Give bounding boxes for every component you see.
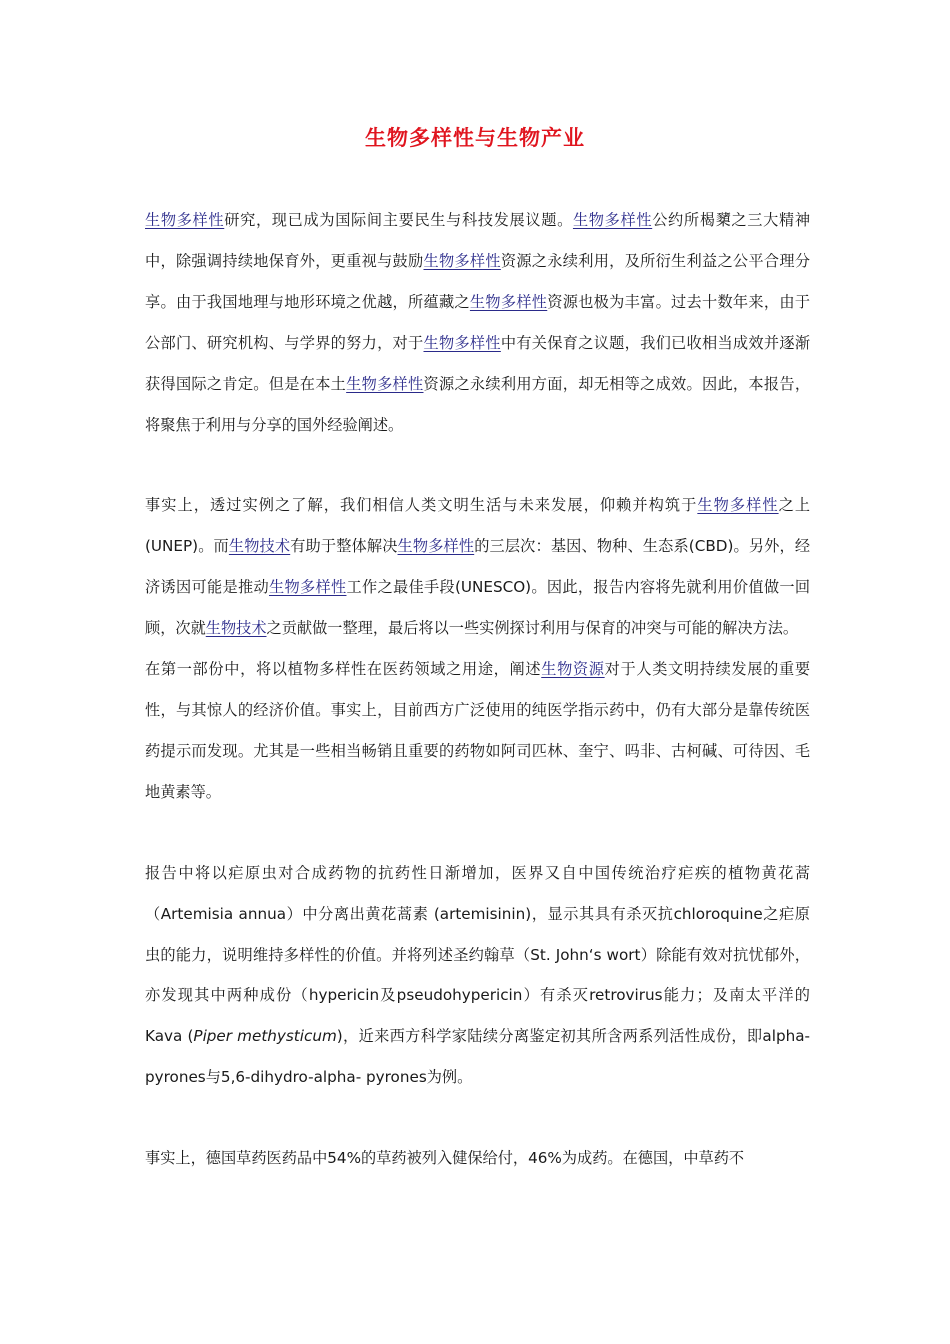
p2-text-2: 之上(UNEP)。而 xyxy=(145,496,811,556)
link-biodiversity[interactable]: 生物多样性 xyxy=(397,537,475,556)
link-biotech[interactable]: 生物技术 xyxy=(228,537,291,556)
p3-text-2: 对于人类文明持续发展的重要性，与其惊人的经济价值。事实上，目前西方广泛使用的纯医学指示药中，仍有大部分是靠传统医药提示而发现。尤其是一些相当畅销且重要的药物如阿司匹林、奎宁、吗非、古柯碱、可待因、毛地黄素等。 xyxy=(145,660,811,801)
link-biodiversity[interactable]: 生物多样性 xyxy=(423,333,501,352)
p1-text-5: 中有关保育之议题，我们已收相当成效并逐渐获得国际之肯定。但是在本土 xyxy=(145,333,811,393)
paragraph-3 xyxy=(145,649,810,813)
document-title: 生物多样性与生物产业 xyxy=(365,126,585,150)
p2-text-3: 有助于整体解决 xyxy=(290,537,398,556)
paragraph-spacer xyxy=(145,813,810,853)
p5-text-1: 事实上，德国草药医药品中54%的草药被列入健保给付，46%为成药。在德国，中草药不 xyxy=(145,1149,745,1168)
paragraph-5 xyxy=(145,1138,810,1179)
p1-text-1: 研究，现已成为国际间主要民生与科技发展议题。 xyxy=(224,211,573,229)
link-bioresource[interactable]: 生物资源 xyxy=(541,660,605,679)
link-biodiversity[interactable]: 生物多样性 xyxy=(697,496,779,515)
p2-text-1: 事实上，透过实例之了解，我们相信人类文明生活与未来发展，仰赖并构筑于 xyxy=(145,496,698,515)
p1-text-3: 资源之永续利用，及所衍生利益之公平合理分享。由于我国地理与地形环境之优越，所蕴藏之 xyxy=(145,251,811,311)
p4-latin-name-1: Artemisia annua xyxy=(160,904,287,923)
p4-text-1: 报告中将以疟原虫对合成药物的抗药性日渐增加，医界又自中国传统治疗疟疾的植物黄花蒿（ xyxy=(145,863,810,923)
link-biodiversity[interactable]: 生物多样性 xyxy=(572,211,653,229)
p2-text-5: 工作之最佳手段(UNESCO)。因此，报告内容将先就利用价值做一回顾，次就 xyxy=(145,578,811,638)
link-biodiversity[interactable]: 生物多样性 xyxy=(346,374,424,393)
p1-text-4: 资源也极为丰富。过去十数年来，由于公部门、研究机构、与学界的努力，对于 xyxy=(145,292,811,352)
p2-text-6: 之贡献做一整理，最后将以一些实例探讨利用与保育的冲突与可能的解决方法。 xyxy=(266,619,799,638)
p4-latin-name-2: Piper methysticum xyxy=(193,1027,337,1046)
link-biodiversity[interactable]: 生物多样性 xyxy=(423,251,501,270)
link-biodiversity[interactable]: 生物多样性 xyxy=(469,292,548,311)
paragraph-spacer xyxy=(145,1098,810,1138)
paragraph-spacer xyxy=(145,445,810,485)
p2-text-4: 的三层次：基因、物种、生态系(CBD)。另外，经济诱因可能是推动 xyxy=(145,537,811,597)
paragraph-1 xyxy=(145,200,810,445)
p1-text-6: 资源之永续利用方面，却无相等之成效。因此，本报告，将聚焦于利用与分享的国外经验阐述。 xyxy=(145,374,811,434)
link-biodiversity[interactable]: 生物多样性 xyxy=(268,578,347,597)
link-biodiversity[interactable]: 生物多样性 xyxy=(145,211,225,229)
p4-text-3: )，近来西方科学家陆续分离鉴定初其所含两系列活性成份，即alpha-pyrones与5,6-dihydro-alpha- pyrones为例。 xyxy=(145,1027,811,1087)
p1-text-2: 公约所楬櫫之三大精神中，除强调持续地保育外，更重视与鼓励 xyxy=(145,211,811,270)
p3-text-1: 在第一部份中，将以植物多样性在医药领域之用途，阐述 xyxy=(145,660,542,679)
p4-text-2: ）中分离出黄花蒿素 (artemisinin)，显示其具有杀灭抗chloroquine之疟原虫的能力，说明维持多样性的价值。并将列述圣约翰草（St. John‘s wort）除能有效对抗忧郁外，亦发现其中两种成份（hypericin及pseudohypericin）有杀灭retrovirus能力；及南太平洋的Kava ( xyxy=(145,904,810,1046)
paragraph-2 xyxy=(145,485,810,649)
paragraph-4 xyxy=(145,853,810,1098)
document-body xyxy=(145,200,810,1179)
link-biotech[interactable]: 生物技术 xyxy=(205,619,267,638)
